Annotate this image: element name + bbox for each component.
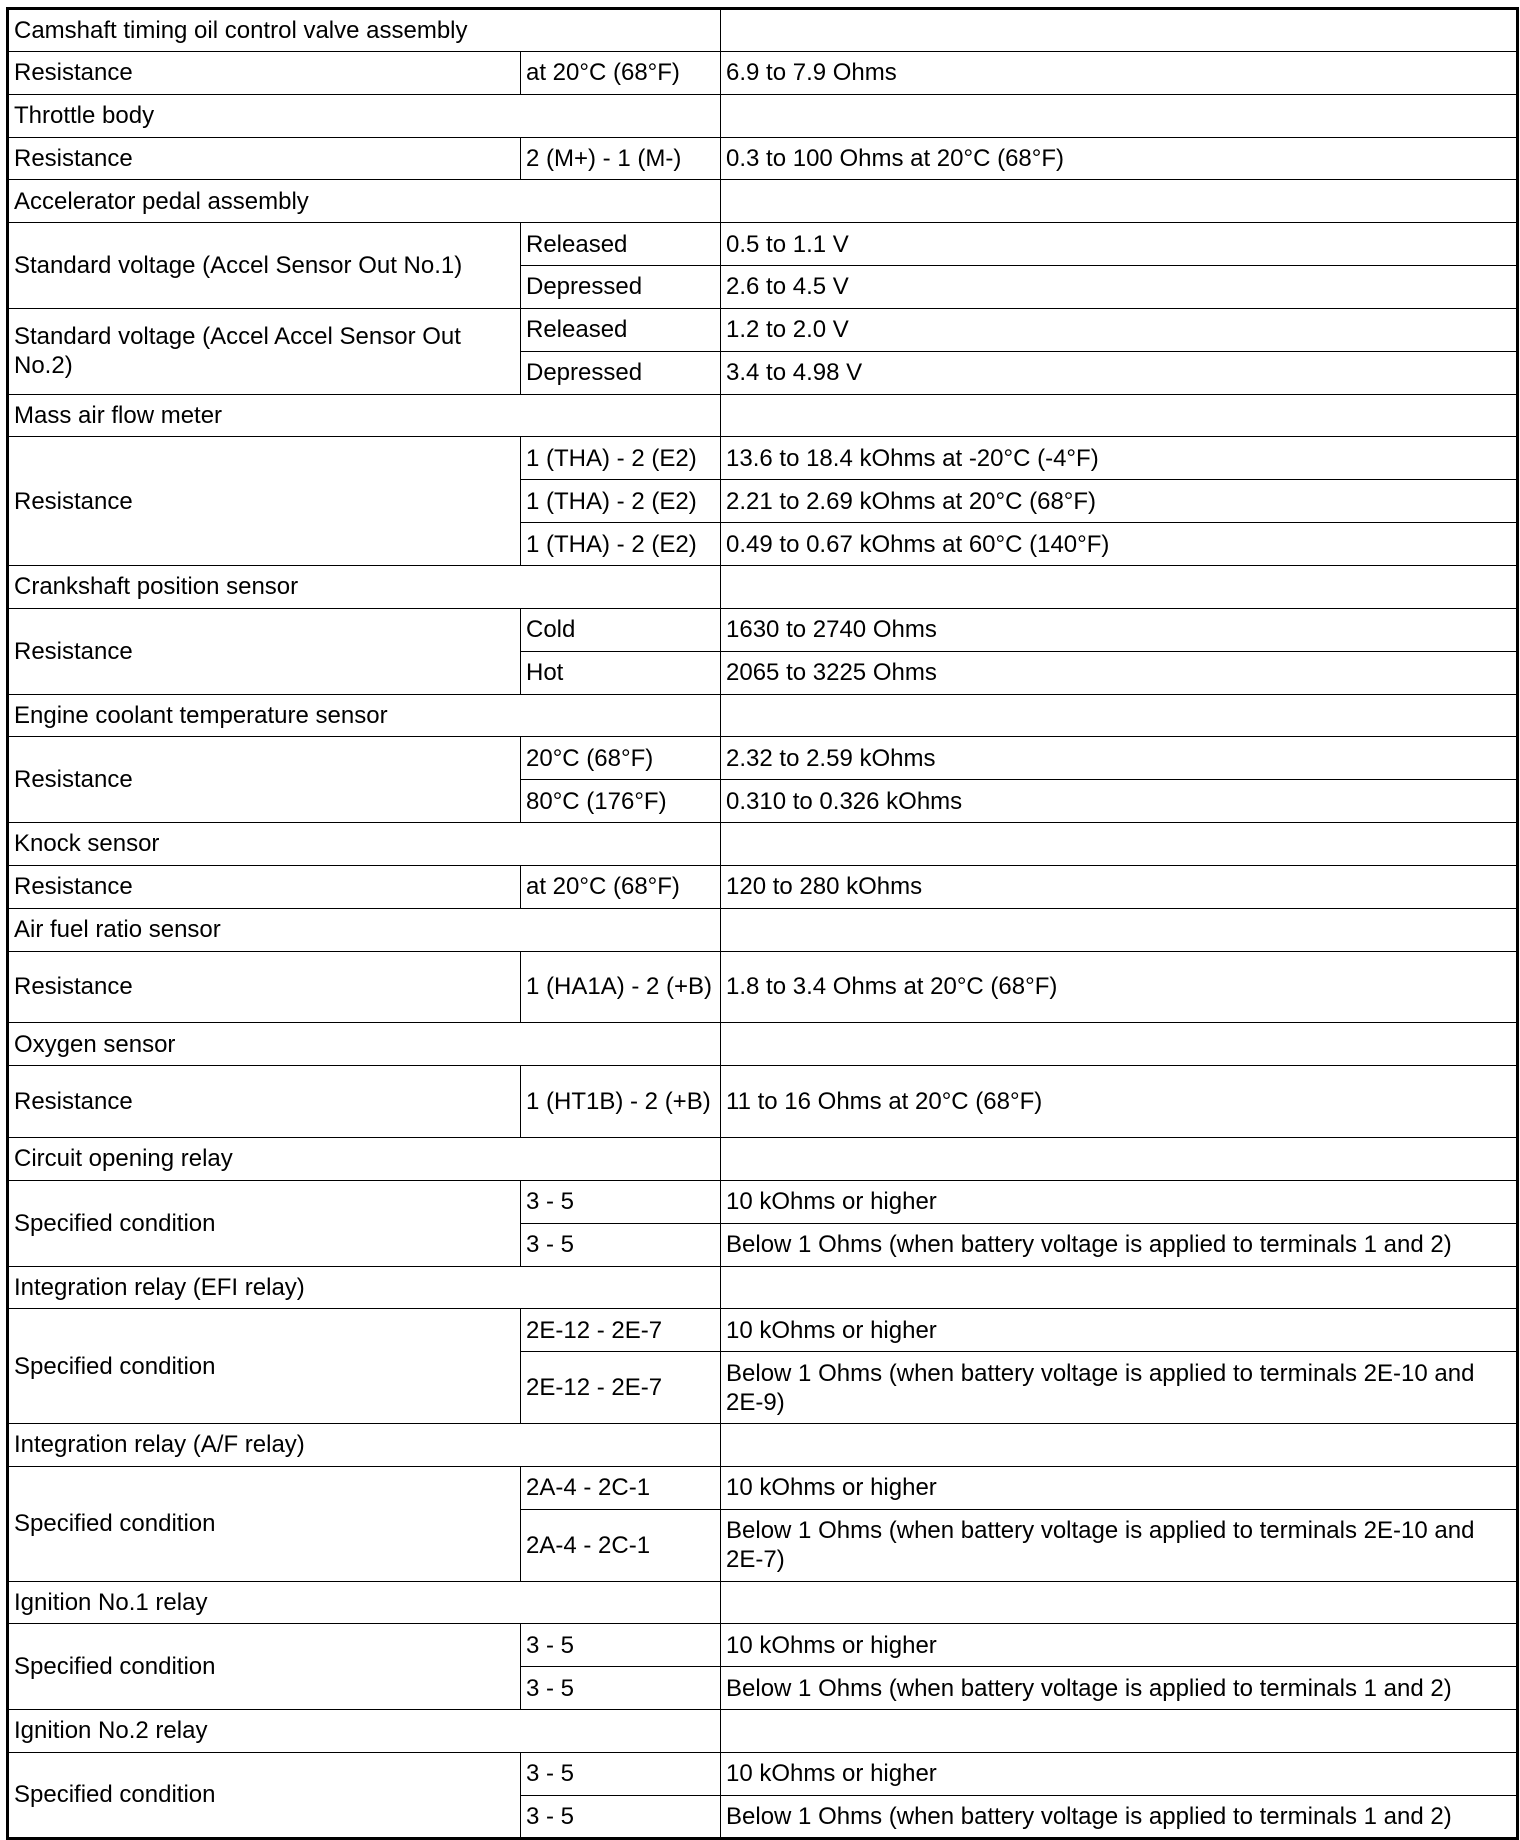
item-cell: Resistance: [8, 865, 521, 908]
item-cell: Resistance: [8, 51, 521, 94]
specification-table-body: [8, 9, 1518, 1839]
spec-sheet: [6, 7, 1519, 1840]
condition-cell: at 20°C (68°F): [521, 51, 721, 94]
section-header-row: [8, 1424, 1518, 1467]
item-cell: Specified condition: [8, 1466, 521, 1581]
section-header-row: [8, 908, 1518, 951]
specification-cell: 6.9 to 7.9 Ohms: [721, 51, 1518, 94]
specification-cell: 11 to 16 Ohms at 20°C (68°F): [721, 1066, 1518, 1138]
section-header-row: [8, 1710, 1518, 1753]
item-cell: Resistance: [8, 137, 521, 180]
spec-row: [8, 51, 1518, 94]
specification-cell: 0.3 to 100 Ohms at 20°C (68°F): [721, 137, 1518, 180]
specification-table: [6, 7, 1519, 1840]
spec-row: [8, 865, 1518, 908]
condition-cell: 3 - 5: [521, 1752, 721, 1795]
section-header-row: [8, 94, 1518, 137]
section-header-row: [8, 1138, 1518, 1181]
section-title: Circuit opening relay: [8, 1138, 721, 1181]
section-title: Integration relay (A/F relay): [8, 1424, 721, 1467]
specification-cell: 10 kOhms or higher: [721, 1309, 1518, 1352]
section-title: Camshaft timing oil control valve assembly: [8, 9, 721, 52]
specification-cell: Below 1 Ohms (when battery voltage is applied to terminals 1 and 2): [721, 1667, 1518, 1710]
specification-cell: 2.21 to 2.69 kOhms at 20°C (68°F): [721, 480, 1518, 523]
specification-cell: 10 kOhms or higher: [721, 1752, 1518, 1795]
specification-cell: Below 1 Ohms (when battery voltage is applied to terminals 1 and 2): [721, 1223, 1518, 1266]
item-cell: Specified condition: [8, 1624, 521, 1710]
specification-cell: 0.49 to 0.67 kOhms at 60°C (140°F): [721, 523, 1518, 566]
section-header-row: [8, 565, 1518, 608]
spec-row: [8, 737, 1518, 780]
section-title: Knock sensor: [8, 823, 721, 866]
condition-cell: 3 - 5: [521, 1223, 721, 1266]
specification-cell: Below 1 Ohms (when battery voltage is applied to terminals 1 and 2): [721, 1795, 1518, 1838]
section-title: Accelerator pedal assembly: [8, 180, 721, 223]
section-header-blank-cell: [721, 1581, 1518, 1624]
section-header-blank-cell: [721, 1138, 1518, 1181]
section-header-blank-cell: [721, 180, 1518, 223]
condition-cell: 3 - 5: [521, 1624, 721, 1667]
section-header-blank-cell: [721, 1710, 1518, 1753]
condition-cell: 1 (HT1B) - 2 (+B): [521, 1066, 721, 1138]
spec-row: [8, 137, 1518, 180]
spec-row: [8, 1466, 1518, 1509]
spec-row: [8, 1309, 1518, 1352]
condition-cell: Cold: [521, 608, 721, 651]
specification-cell: 10 kOhms or higher: [721, 1466, 1518, 1509]
section-title: Mass air flow meter: [8, 394, 721, 437]
spec-row: [8, 951, 1518, 1023]
condition-cell: 1 (THA) - 2 (E2): [521, 523, 721, 566]
spec-row: [8, 608, 1518, 651]
section-header-row: [8, 9, 1518, 52]
section-header-blank-cell: [721, 565, 1518, 608]
section-header-blank-cell: [721, 1266, 1518, 1309]
item-cell: Standard voltage (Accel Accel Sensor Out No.2): [8, 308, 521, 394]
section-header-blank-cell: [721, 1023, 1518, 1066]
section-title: Ignition No.1 relay: [8, 1581, 721, 1624]
section-title: Integration relay (EFI relay): [8, 1266, 721, 1309]
item-cell: Resistance: [8, 1066, 521, 1138]
section-header-row: [8, 823, 1518, 866]
section-title: Engine coolant temperature sensor: [8, 694, 721, 737]
condition-cell: 2A-4 - 2C-1: [521, 1466, 721, 1509]
section-header-blank-cell: [721, 394, 1518, 437]
section-title: Ignition No.2 relay: [8, 1710, 721, 1753]
condition-cell: 2 (M+) - 1 (M-): [521, 137, 721, 180]
section-header-blank-cell: [721, 94, 1518, 137]
section-title: Crankshaft position sensor: [8, 565, 721, 608]
condition-cell: 2E-12 - 2E-7: [521, 1352, 721, 1424]
section-header-blank-cell: [721, 908, 1518, 951]
specification-cell: 10 kOhms or higher: [721, 1624, 1518, 1667]
spec-row: [8, 1752, 1518, 1795]
item-cell: Resistance: [8, 437, 521, 566]
section-header-blank-cell: [721, 823, 1518, 866]
item-cell: Resistance: [8, 608, 521, 694]
condition-cell: Hot: [521, 651, 721, 694]
condition-cell: 1 (THA) - 2 (E2): [521, 437, 721, 480]
section-header-row: [8, 1023, 1518, 1066]
condition-cell: 3 - 5: [521, 1180, 721, 1223]
specification-cell: 1.8 to 3.4 Ohms at 20°C (68°F): [721, 951, 1518, 1023]
specification-cell: 2.32 to 2.59 kOhms: [721, 737, 1518, 780]
specification-cell: 13.6 to 18.4 kOhms at -20°C (-4°F): [721, 437, 1518, 480]
section-title: Throttle body: [8, 94, 721, 137]
section-header-row: [8, 180, 1518, 223]
specification-cell: 2065 to 3225 Ohms: [721, 651, 1518, 694]
condition-cell: 2A-4 - 2C-1: [521, 1509, 721, 1581]
section-header-row: [8, 1266, 1518, 1309]
item-cell: Standard voltage (Accel Sensor Out No.1): [8, 223, 521, 309]
item-cell: Resistance: [8, 737, 521, 823]
specification-cell: 3.4 to 4.98 V: [721, 351, 1518, 394]
specification-cell: 2.6 to 4.5 V: [721, 266, 1518, 309]
condition-cell: 1 (THA) - 2 (E2): [521, 480, 721, 523]
condition-cell: 80°C (176°F): [521, 780, 721, 823]
condition-cell: 3 - 5: [521, 1795, 721, 1838]
condition-cell: Depressed: [521, 351, 721, 394]
spec-row: [8, 308, 1518, 351]
section-header-blank-cell: [721, 9, 1518, 52]
section-title: Oxygen sensor: [8, 1023, 721, 1066]
specification-cell: 10 kOhms or higher: [721, 1180, 1518, 1223]
condition-cell: 20°C (68°F): [521, 737, 721, 780]
item-cell: Specified condition: [8, 1180, 521, 1266]
condition-cell: Released: [521, 308, 721, 351]
specification-cell: 0.5 to 1.1 V: [721, 223, 1518, 266]
condition-cell: 1 (HA1A) - 2 (+B): [521, 951, 721, 1023]
specification-cell: 0.310 to 0.326 kOhms: [721, 780, 1518, 823]
condition-cell: 2E-12 - 2E-7: [521, 1309, 721, 1352]
spec-row: [8, 1066, 1518, 1138]
section-header-blank-cell: [721, 1424, 1518, 1467]
specification-cell: Below 1 Ohms (when battery voltage is applied to terminals 2E-10 and 2E-7): [721, 1509, 1518, 1581]
specification-cell: 1630 to 2740 Ohms: [721, 608, 1518, 651]
section-header-row: [8, 694, 1518, 737]
specification-cell: 120 to 280 kOhms: [721, 865, 1518, 908]
condition-cell: Released: [521, 223, 721, 266]
spec-row: [8, 1624, 1518, 1667]
item-cell: Resistance: [8, 951, 521, 1023]
specification-cell: Below 1 Ohms (when battery voltage is applied to terminals 2E-10 and 2E-9): [721, 1352, 1518, 1424]
item-cell: Specified condition: [8, 1752, 521, 1838]
section-header-row: [8, 1581, 1518, 1624]
condition-cell: at 20°C (68°F): [521, 865, 721, 908]
spec-row: [8, 437, 1518, 480]
specification-cell: 1.2 to 2.0 V: [721, 308, 1518, 351]
item-cell: Specified condition: [8, 1309, 521, 1424]
condition-cell: Depressed: [521, 266, 721, 309]
spec-row: [8, 223, 1518, 266]
spec-row: [8, 1180, 1518, 1223]
section-header-blank-cell: [721, 694, 1518, 737]
section-title: Air fuel ratio sensor: [8, 908, 721, 951]
section-header-row: [8, 394, 1518, 437]
condition-cell: 3 - 5: [521, 1667, 721, 1710]
